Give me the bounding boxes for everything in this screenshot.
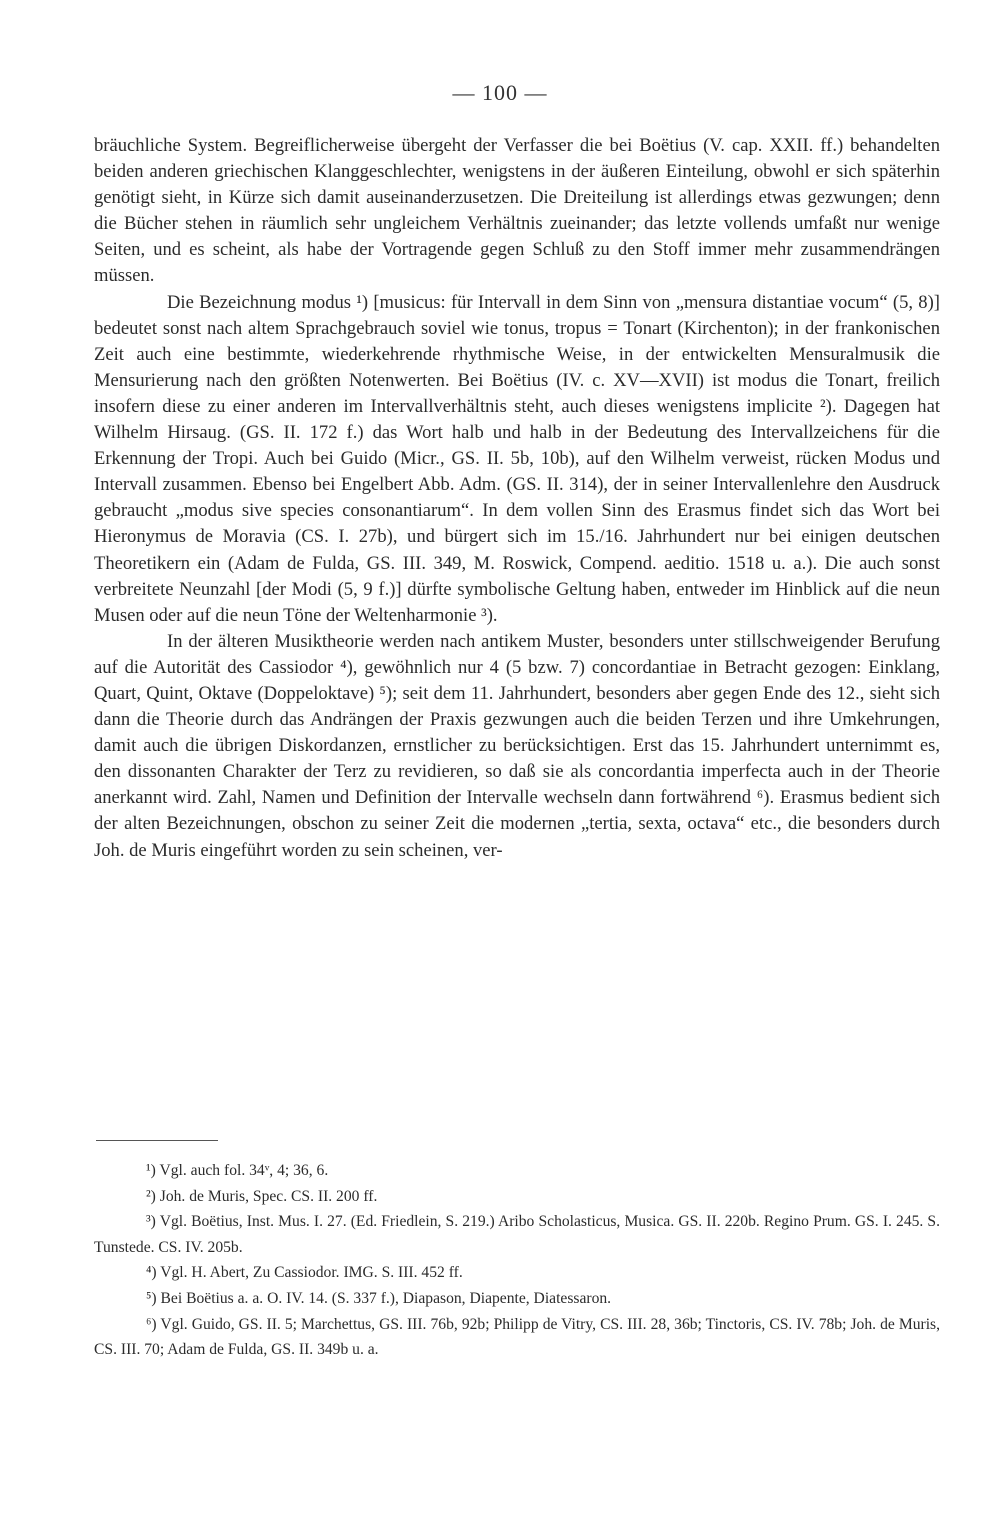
body-text xyxy=(94,133,940,864)
footnote: ²) Joh. de Muris, Spec. CS. II. 200 ff. xyxy=(146,1187,378,1205)
footnote: ⁵) Bei Boëtius a. a. O. IV. 14. (S. 337 f.), Diapason, Diapente, Diatessaron. xyxy=(146,1289,612,1307)
footnote: ³) Vgl. Boëtius, Inst. Mus. I. 27. (Ed. Friedlein, S. 219.) Aribo Scholasticus, Musica. GS. II. 220b. Regino Prum. GS. I. 245. S. Tunstede. CS. IV. 205b. xyxy=(94,1213,940,1256)
paragraph: In der älteren Musiktheorie werden nach antikem Muster, besonders unter stillschweigender Berufung auf die Autorität des Cassiodor ⁴), gewöhnlich nur 4 (5 bzw. 7) concordantiae in Betracht gezogen: Einklang, Quart, Quint, Oktave (Doppeloktave) ⁵); seit dem 11. Jahrhundert, besonders aber gegen Ende des 12., sieht sich dann die Theorie durch das Andrängen der Praxis gezwungen auch die beiden Terzen und ihre Umkehrungen, damit auch die übrigen Diskordanzen, ernstlicher zu berücksichtigen. Erst das 15. Jahrhundert unternimmt es, den dissonanten Charakter der Terz zu revidieren, so daß sie als concordantia imperfecta auch in der Theorie anerkannt wird. Zahl, Namen und Definition der Intervalle wechseln dann fortwährend ⁶). Erasmus bedient sich der alten Bezeichnungen, obschon zu seiner Zeit die modernen „tertia, sexta, octava“ etc., die besonders durch Joh. de Muris eingeführt worden zu sein scheinen, ver- xyxy=(94,630,940,861)
footnote: ⁴) Vgl. H. Abert, Zu Cassiodor. IMG. S. III. 452 ff. xyxy=(146,1264,463,1282)
page-number: — 100 — xyxy=(452,80,548,105)
footnotes xyxy=(94,1158,940,1363)
footnote-divider xyxy=(96,1140,218,1141)
footnote: ¹) Vgl. auch fol. 34ᵛ, 4; 36, 6. xyxy=(146,1162,329,1179)
paragraph: Die Bezeichnung modus ¹) [musicus: für Intervall in dem Sinn von „mensura distantiae vocum“ (5, 8)] bedeutet sonst nach altem Sprachgebrauch soviel wie tonus, tropus = Tonart (Kirchenton); in der frankonischen Zeit auch eine bestimmte, wiederkehrende rhythmische Weise, in der entwickelten Mensuralmusik die Mensurierung nach den größten Notenwerten. Bei Boëtius (IV. c. XV—XVII) ist modus die Tonart, freilich insofern diese zu einer anderen im Intervallverhältnis steht, auch dieses wenigstens implicite ²). Dagegen hat Wilhelm Hirsaug. (GS. II. 172 f.) das Wort halb und halb in der Bedeutung des Intervallzeichens für die Erkennung der Tropi. Auch bei Guido (Micr., GS. II. 5b, 10b), auf den Wilhelm verweist, rücken Modus und Intervall zusammen. Ebenso bei Engelbert Abb. Adm. (GS. II. 314), der in seiner Intervallenlehre den Ausdruck gebraucht „modus sive species consonantiarum“. In dem vollen Sinn des Erasmus findet sich das Wort bei Hieronymus de Moravia (CS. I. 27b), und bürgert sich im 15./16. Jahrhundert nur bei einigen deutschen Theoretikern ein (Adam de Fulda, GS. III. 349, M. Roswick, Compend. aeditio. 1518 u. a.). Die auch sonst verbreitete Neunzahl [der Modi (5, 9 f.)] dürfte symbolische Geltung haben, entweder im Hinblick auf die neun Musen oder auf die neun Töne der Weltenharmonie ³). xyxy=(94,291,940,626)
paragraph: bräuchliche System. Begreiflicherweise übergeht der Verfasser die bei Boëtius (V. cap. XXII. ff.) behandelten beiden anderen griechischen Klanggeschlechter, wenigstens in der äußeren Einteilung, obwohl er sich späterhin genötigt sieht, in Kürze sich damit auseinanderzusetzen. Die Dreiteilung ist allerdings etwas gezwungen; denn die Bücher stehen in räumlich sehr ungleichem Verhältnis zueinander; das letzte vollends umfaßt nur wenige Seiten, und es scheint, als habe der Vortragende gegen Schluß zu den Stoff immer mehr zusammendrängen müssen. xyxy=(94,135,940,287)
footnote: ⁶) Vgl. Guido, GS. II. 5; Marchettus, GS. III. 76b, 92b; Philipp de Vitry, CS. III. 28, 36b; Tinctoris, CS. IV. 78b; Joh. de Muris, CS. III. 70; Adam de Fulda, GS. II. 349b u. a. xyxy=(94,1315,940,1359)
